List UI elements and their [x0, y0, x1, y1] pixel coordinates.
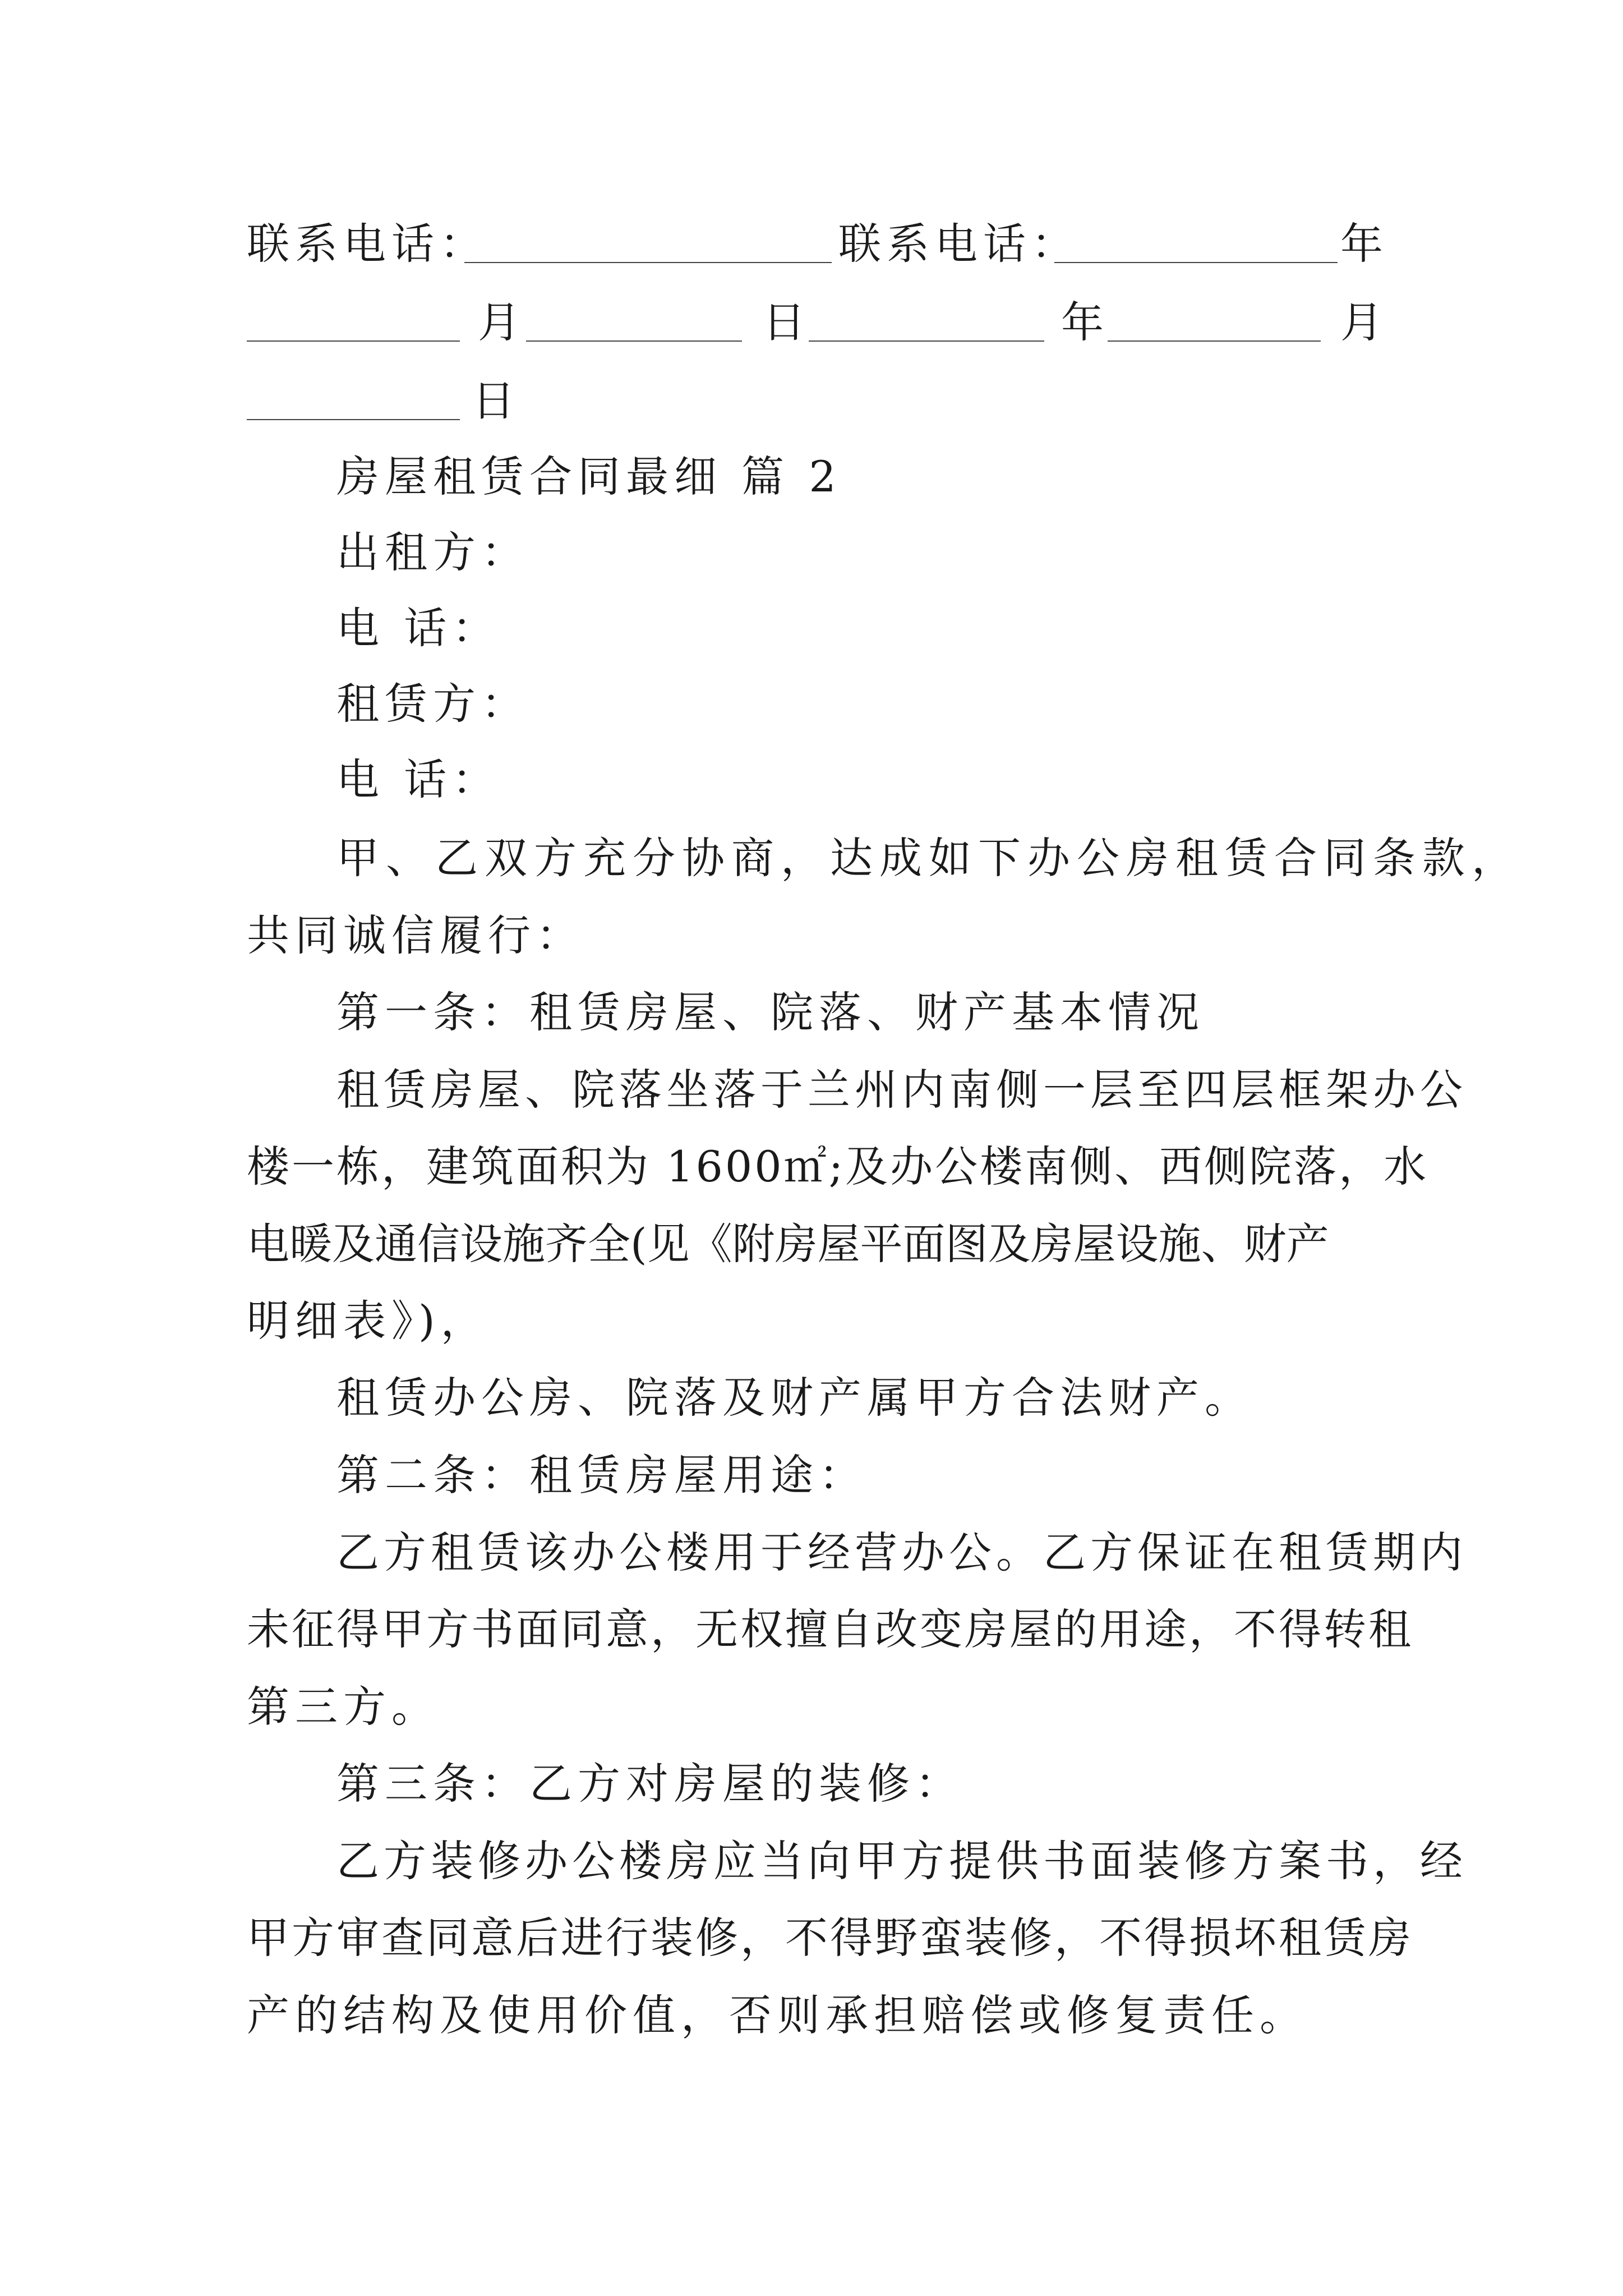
article-2-title-text: 第二条：租赁房屋用途： — [336, 1450, 867, 1500]
article-1-text-4: 明细表》)， — [247, 1296, 489, 1346]
article-1-title — [0, 984, 1623, 1041]
section-heading-text: 房屋租赁合同最细 篇 2 — [336, 452, 842, 501]
article-2-line-2 — [0, 1602, 1623, 1658]
intro-text-1: 甲、乙双方充分协商，达成如下办公房租赁合同条款， — [336, 833, 1521, 883]
article-1-line-3 — [0, 1216, 1623, 1272]
article-3-text-2: 甲方审查同意后进行装修，不得野蛮装修，不得损坏租赁房 — [247, 1913, 1413, 1963]
article-3-text-1: 乙方装修办公楼房应当向甲方提供书面装修方案书，经 — [336, 1836, 1467, 1886]
article-1-title-text: 第一条：租赁房屋、院落、财产基本情况 — [336, 987, 1205, 1037]
article-3-title-text: 第三条：乙方对房屋的装修： — [336, 1759, 963, 1809]
month-label-2: 月 — [1340, 297, 1389, 347]
lessor-phone-label: 电 话： — [336, 603, 501, 653]
lessor-line — [0, 524, 1623, 581]
article-2-line-3 — [0, 1679, 1623, 1735]
day-blank-2 — [247, 419, 460, 420]
year-label-2: 年 — [1061, 297, 1109, 347]
lessor-phone-line — [0, 600, 1623, 656]
article-1-text-2: 楼一栋，建筑面积为 1600㎡;及办公楼南侧、西侧院落，水 — [247, 1142, 1429, 1191]
article-2-text-2: 未征得甲方书面同意，无权擅自改变房屋的用途，不得转租 — [247, 1604, 1413, 1654]
section-heading — [0, 449, 1623, 505]
article-1-text-3: 电暖及通信设施齐全(见《附房屋平面图及房屋设施、财产 — [247, 1219, 1329, 1269]
article-1-para-2-text: 租赁办公房、院落及财产属甲方合法财产。 — [336, 1373, 1253, 1423]
article-2-text-1: 乙方租赁该办公楼用于经营办公。乙方保证在租赁期内 — [336, 1527, 1467, 1577]
article-1-para-2 — [0, 1370, 1623, 1426]
article-2-line-1 — [0, 1525, 1623, 1581]
year-label-1: 年 — [1340, 219, 1389, 269]
article-1-line-2 — [0, 1139, 1623, 1195]
phone-label-2: 联系电话： — [838, 219, 1080, 269]
lessee-phone-label: 电 话： — [336, 754, 501, 804]
article-2-title — [0, 1447, 1623, 1503]
contact-line-2 — [0, 295, 1623, 351]
day-label-1: 日 — [763, 297, 811, 347]
lessee-label: 租赁方： — [336, 679, 529, 729]
article-2-text-3: 第三方。 — [247, 1682, 440, 1732]
intro-text-2: 共同诚信履行： — [247, 910, 584, 960]
article-1-text-1: 租赁房屋、院落坐落于兰州内南侧一层至四层框架办公 — [336, 1065, 1467, 1115]
intro-line-1 — [0, 830, 1623, 886]
article-3-line-3 — [0, 1987, 1623, 2044]
lessee-line — [0, 676, 1623, 732]
month-blank-2 — [1108, 341, 1321, 342]
article-3-title — [0, 1756, 1623, 1812]
article-1-line-4 — [0, 1293, 1623, 1349]
contact-line-1 — [0, 216, 1623, 272]
lessor-label: 出租方： — [336, 527, 529, 577]
article-3-line-2 — [0, 1910, 1623, 1966]
phone-blank-1 — [464, 262, 832, 263]
month-blank-1 — [247, 341, 460, 342]
article-3-text-3: 产的结构及使用价值，否则承担赔偿或修复责任。 — [247, 1990, 1308, 2040]
year-blank-2 — [809, 341, 1044, 342]
article-1-line-1 — [0, 1062, 1623, 1118]
phone-blank-2 — [1054, 262, 1338, 263]
contact-line-3 — [0, 373, 1623, 429]
day-label-2: 日 — [472, 376, 520, 426]
day-blank-1 — [526, 341, 742, 342]
month-label-1: 月 — [478, 297, 526, 347]
phone-label-1: 联系电话： — [247, 219, 488, 269]
lessee-phone-line — [0, 752, 1623, 808]
article-3-line-1 — [0, 1833, 1623, 1889]
intro-line-2 — [0, 908, 1623, 964]
